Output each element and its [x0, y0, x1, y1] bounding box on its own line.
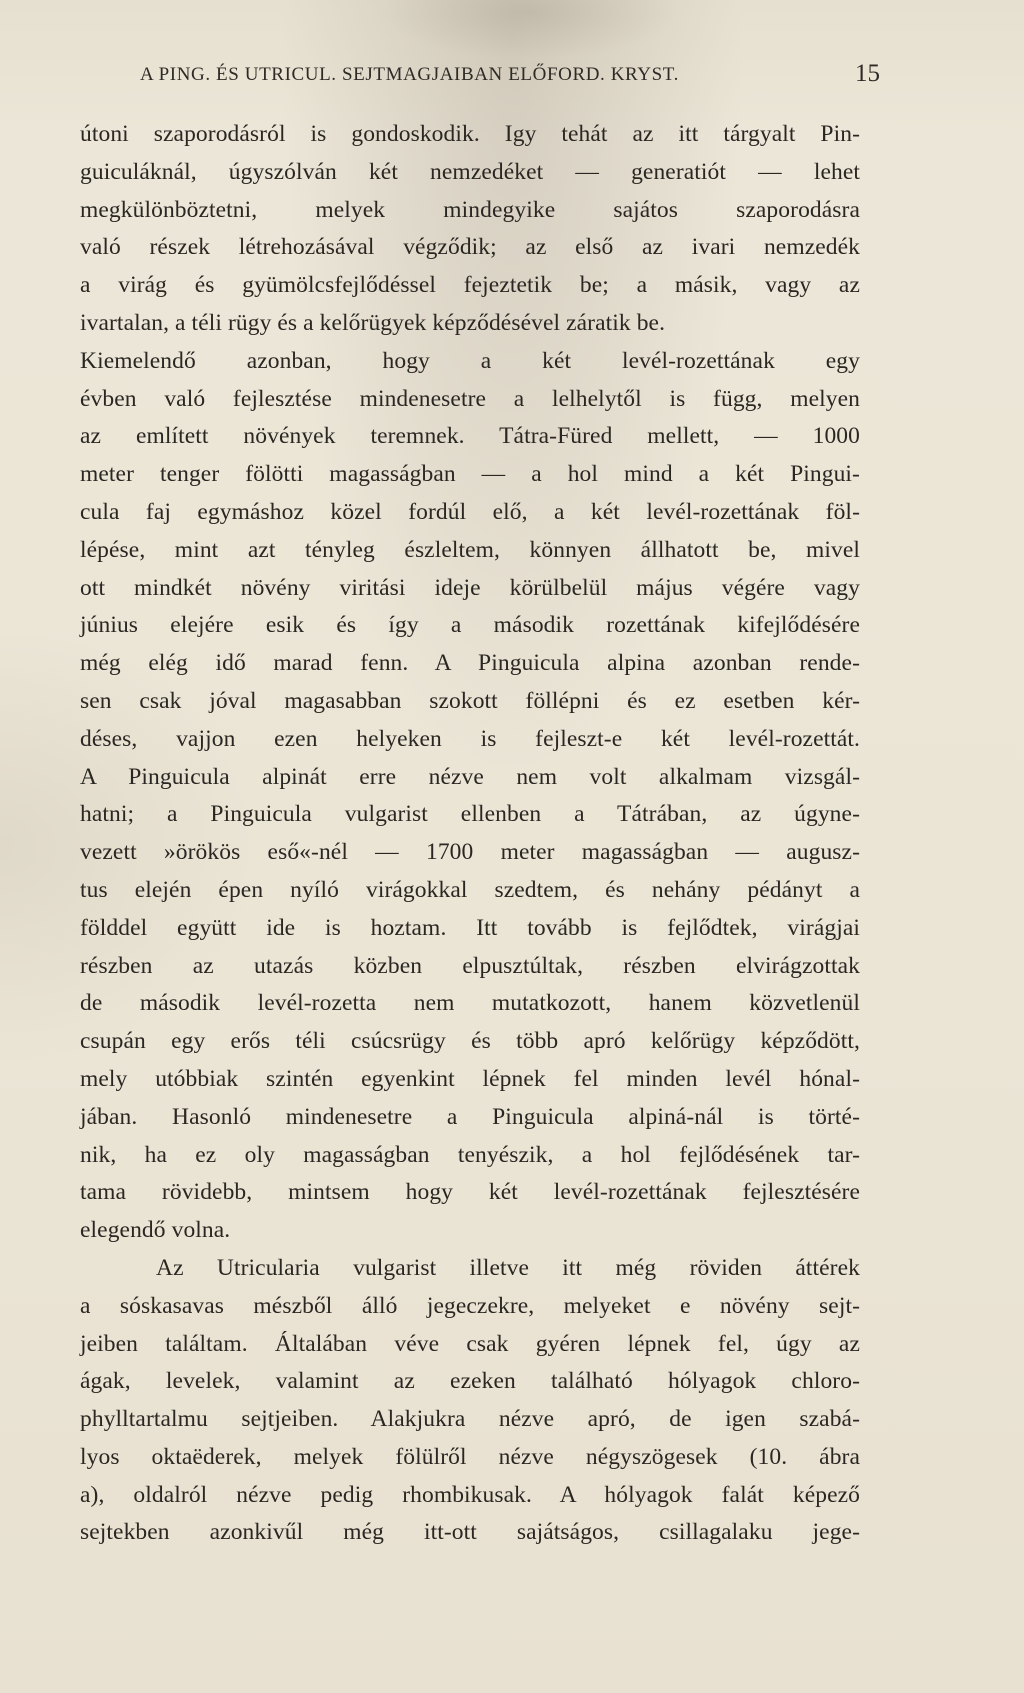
text-line: elegendő volna. — [80, 1217, 231, 1244]
text-line: csupán egy erős téli csúcsrügy és több apró kelőrügy képződött, — [80, 1028, 860, 1055]
text-line: ivartalan, a téli rügy és a kelőrügyek képződésével záratik be. — [80, 309, 666, 336]
text-line: meter tenger fölötti magasságban — a hol mind a két Pingui- — [80, 461, 860, 488]
running-head: A PING. ÉS UTRICUL. SEJTMAGJAIBAN ELŐFORD. KRYST. — [140, 64, 679, 85]
text-line: phylltartalmu sejtjeiben. Alakjukra nézve apró, de igen szabá- — [80, 1406, 860, 1433]
text-line: megkülönböztetni, melyek mindegyike sajátos szaporodásra — [80, 196, 860, 223]
text-line: még elég idő marad fenn. A Pinguicula alpina azonban rende- — [80, 650, 860, 677]
text-line: a virág és gyümölcsfejlődéssel fejeztetik be; a másik, vagy az — [80, 272, 860, 299]
text-line: cula faj egymáshoz közel fordúl elő, a két levél-rozettának föl- — [80, 498, 860, 525]
page-number: 15 — [855, 60, 880, 87]
text-line: guiculáknál, úgyszólván két nemzedéket — generatiót — lehet — [80, 158, 860, 185]
text-line: vezett »örökös eső«-nél — 1700 meter magasságban — augusz- — [80, 839, 860, 866]
text-line: tus elején épen nyíló virágokkal szedtem, és nehány pédányt a — [80, 876, 860, 903]
text-line: hatni; a Pinguicula vulgarist ellenben a Tátrában, az úgyne- — [80, 801, 860, 828]
text-line: Kiemelendő azonban, hogy a két levél-rozettának egy — [80, 347, 860, 374]
text-line: a sóskasavas mészből álló jegeczekre, melyeket e növény sejt- — [80, 1292, 860, 1319]
text-line: az említett növények teremnek. Tátra-Füred mellett, — 1000 — [80, 423, 860, 450]
text-line: de második levél-rozetta nem mutatkozott, hanem közvetlenül — [80, 990, 860, 1017]
text-line: lépése, mint azt tényleg észleltem, könnyen állhatott be, mivel — [80, 536, 860, 563]
text-line: útoni szaporodásról is gondoskodik. Igy tehát az itt tárgyalt Pin- — [80, 121, 860, 147]
text-line: sen csak jóval magasabban szokott föllépni és ez esetben kér- — [80, 687, 860, 714]
text-line: június elejére esik és így a második rozettának kifejlődésére — [80, 612, 860, 639]
text-line: való részek létrehozásával végződik; az első az ivari nemzedék — [80, 234, 860, 261]
text-line: sejtekben azonkivűl még itt-ott sajátságos, csillagalaku jege- — [80, 1519, 860, 1546]
text-line: földdel együtt ide is hoztam. Itt tovább is fejlődtek, virágjai — [80, 914, 860, 941]
text-line: jeiben találtam. Általában véve csak gyéren lépnek fel, úgy az — [80, 1330, 860, 1357]
text-line: mely utóbbiak szintén egyenkint lépnek fel minden levél hónal- — [80, 1065, 860, 1092]
text-line: nik, ha ez oly magasságban tenyészik, a hol fejlődésének tar- — [80, 1141, 860, 1168]
body-text — [80, 116, 860, 1552]
text-line: tama rövidebb, mintsem hogy két levél-rozettának fejlesztésére — [80, 1179, 860, 1206]
text-line: lyos oktaëderek, melyek fölülről nézve négyszögesek (10. ábra — [80, 1443, 860, 1470]
text-line: ott mindkét növény viritási ideje körülbelül május végére vagy — [80, 574, 860, 601]
text-line: Az Utricularia vulgarist illetve itt még röviden áttérek — [156, 1254, 860, 1281]
text-line: A Pinguicula alpinát erre nézve nem volt alkalmam vizsgál- — [80, 763, 860, 790]
text-line: jában. Hasonló mindenesetre a Pinguicula alpiná-nál is törté- — [80, 1103, 860, 1130]
text-line: déses, vajjon ezen helyeken is fejleszt-e két levél-rozettát. — [80, 725, 860, 752]
text-line: részben az utazás közben elpusztúltak, részben elvirágzottak — [80, 952, 860, 979]
text-line: a), oldalról nézve pedig rhombikusak. A hólyagok falát képező — [80, 1481, 860, 1508]
text-line: évben való fejlesztése mindenesetre a lelhelytől is függ, melyen — [80, 385, 860, 412]
text-line: ágak, levelek, valamint az ezeken található hólyagok chloro- — [80, 1368, 860, 1395]
page-stain — [380, 0, 680, 60]
